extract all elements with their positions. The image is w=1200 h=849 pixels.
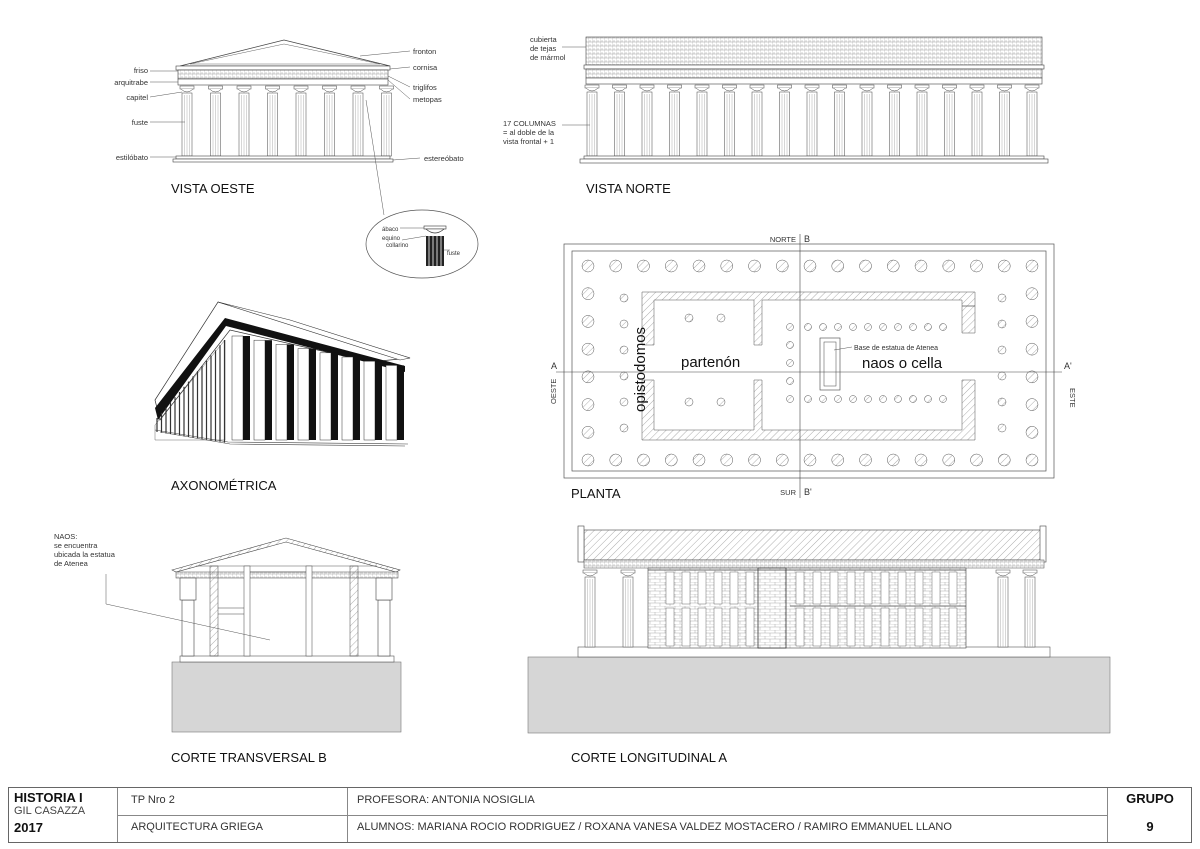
title-block bbox=[8, 787, 1192, 843]
upper-colonnade-column bbox=[730, 572, 738, 604]
column-echinus bbox=[1024, 573, 1036, 576]
plan-column bbox=[776, 454, 788, 466]
column-abacus bbox=[323, 86, 337, 89]
column-echinus bbox=[834, 88, 846, 91]
column-echinus bbox=[324, 89, 336, 92]
label-de-tejas: de tejas bbox=[530, 44, 557, 53]
upper-colonnade-column bbox=[898, 572, 906, 604]
plan-column bbox=[638, 454, 650, 466]
plan-column bbox=[693, 260, 705, 272]
column-abacus bbox=[833, 85, 847, 88]
column-abacus bbox=[805, 85, 819, 88]
naos-column bbox=[787, 342, 794, 349]
naos-column bbox=[865, 324, 872, 331]
column-abacus bbox=[351, 86, 365, 89]
naos-column bbox=[880, 324, 887, 331]
naos-column bbox=[910, 324, 917, 331]
plan-column bbox=[887, 260, 899, 272]
lower-colonnade-column bbox=[881, 608, 889, 646]
column-echinus bbox=[352, 89, 364, 92]
label-17-columnas: 17 COLUMNAS bbox=[503, 119, 556, 128]
column-echinus bbox=[997, 573, 1009, 576]
axo-column bbox=[254, 340, 265, 440]
column-abacus bbox=[750, 85, 764, 88]
label-cubierta: cubierta bbox=[530, 35, 557, 44]
column-echinus bbox=[971, 88, 983, 91]
label-estereobato: estereóbato bbox=[424, 154, 464, 163]
column-echinus bbox=[999, 88, 1011, 91]
longitudinal-section bbox=[528, 526, 1110, 765]
column-abacus bbox=[998, 85, 1012, 88]
plan-column bbox=[665, 260, 677, 272]
column-echinus bbox=[696, 88, 708, 91]
naos-column bbox=[940, 324, 947, 331]
plan-column bbox=[915, 454, 927, 466]
upper-colonnade-column bbox=[932, 572, 940, 604]
column-abacus bbox=[583, 570, 597, 573]
plan-column bbox=[776, 260, 788, 272]
plan-column bbox=[582, 371, 594, 383]
note-atenea: de Atenea bbox=[54, 559, 88, 568]
lower-colonnade-column bbox=[714, 608, 722, 646]
naos-column bbox=[925, 324, 932, 331]
label-arquitrabe: arquitrabe bbox=[114, 78, 148, 87]
plan-column bbox=[721, 260, 733, 272]
naos-column bbox=[895, 324, 902, 331]
label-triglifos: triglifos bbox=[413, 83, 437, 92]
plan-column bbox=[971, 454, 983, 466]
plan-column bbox=[1026, 343, 1038, 355]
plan-column bbox=[1026, 260, 1038, 272]
column-abacus bbox=[860, 85, 874, 88]
column-abacus bbox=[778, 85, 792, 88]
axo-column bbox=[276, 344, 287, 440]
upper-colonnade-column bbox=[813, 572, 821, 604]
upper-colonnade-column bbox=[881, 572, 889, 604]
upper-colonnade-column bbox=[666, 572, 674, 604]
column-echinus bbox=[614, 88, 626, 91]
column-abacus bbox=[613, 85, 627, 88]
upper-colonnade-column bbox=[682, 572, 690, 604]
column-abacus bbox=[180, 86, 194, 89]
opisthodomos-column bbox=[685, 314, 693, 322]
column-echinus bbox=[641, 88, 653, 91]
label-collarino: collarino bbox=[386, 243, 409, 249]
column-echinus bbox=[622, 573, 634, 576]
year: 2017 bbox=[14, 820, 43, 835]
plan-column bbox=[582, 288, 594, 300]
naos-column bbox=[835, 396, 842, 403]
plan-column bbox=[943, 260, 955, 272]
label-b: B bbox=[804, 234, 811, 244]
axo-column bbox=[364, 361, 375, 440]
naos-column bbox=[787, 324, 794, 331]
label-doble: = al doble de la bbox=[503, 128, 555, 137]
axo-column-shadow bbox=[397, 365, 404, 440]
naos-column bbox=[850, 396, 857, 403]
note-se-encuentra: se encuentra bbox=[54, 541, 98, 550]
column-echinus bbox=[669, 88, 681, 91]
label-equino: equino bbox=[382, 236, 401, 242]
professor: PROFESORA: ANTONIA NOSIGLIA bbox=[357, 794, 535, 806]
label-de-marmol: de mármol bbox=[530, 53, 566, 62]
column-echinus bbox=[779, 88, 791, 91]
plan-column bbox=[832, 260, 844, 272]
plan-column bbox=[1026, 399, 1038, 411]
course-name: HISTORIA I bbox=[14, 790, 83, 805]
label-base-estatua: Base de estatua de Atenea bbox=[854, 345, 939, 352]
chair-name: GIL CASAZZA bbox=[14, 805, 86, 817]
north-elevation bbox=[580, 37, 1048, 163]
title-vista-oeste: VISTA OESTE bbox=[171, 181, 255, 196]
plan-column bbox=[582, 260, 594, 272]
column-abacus bbox=[996, 570, 1010, 573]
column-echinus bbox=[724, 88, 736, 91]
note-naos: NAOS: bbox=[54, 532, 78, 541]
plan-column bbox=[804, 260, 816, 272]
label-opistodomos: opistodomos bbox=[632, 326, 649, 412]
plan-column bbox=[1026, 371, 1038, 383]
naos-column bbox=[835, 324, 842, 331]
label-naos: naos o cella bbox=[862, 355, 943, 372]
column-echinus bbox=[267, 89, 279, 92]
label-fuste: fuste bbox=[131, 118, 148, 127]
column-echinus bbox=[889, 88, 901, 91]
upper-colonnade-column bbox=[746, 572, 754, 604]
upper-colonnade-column bbox=[714, 572, 722, 604]
label-vista-frontal: vista frontal + 1 bbox=[503, 137, 555, 146]
label-fronton: fronton bbox=[413, 47, 437, 56]
axo-column bbox=[320, 353, 331, 440]
column-abacus bbox=[1023, 570, 1037, 573]
column-echinus bbox=[1026, 88, 1038, 91]
plan-column bbox=[582, 454, 594, 466]
lower-colonnade-column bbox=[666, 608, 674, 646]
title-corte-transversal: CORTE TRANSVERSAL B bbox=[171, 750, 327, 765]
topic: ARQUITECTURA GRIEGA bbox=[131, 821, 264, 833]
column-abacus bbox=[294, 86, 308, 89]
plan-column bbox=[804, 454, 816, 466]
plan-pronaos-column bbox=[998, 346, 1006, 354]
plan-column bbox=[610, 260, 622, 272]
axo-column bbox=[386, 365, 397, 440]
naos-column bbox=[805, 396, 812, 403]
label-estilobato: estilóbato bbox=[115, 153, 148, 162]
column-echinus bbox=[586, 88, 598, 91]
naos-column bbox=[940, 396, 947, 403]
column-abacus bbox=[668, 85, 682, 88]
lower-colonnade-column bbox=[898, 608, 906, 646]
naos-column bbox=[787, 360, 794, 367]
plan-column bbox=[693, 454, 705, 466]
upper-colonnade-column bbox=[796, 572, 804, 604]
axo-column bbox=[298, 349, 309, 440]
naos-column bbox=[895, 396, 902, 403]
column-echinus bbox=[916, 88, 928, 91]
lower-colonnade-column bbox=[847, 608, 855, 646]
note-ubicada: ubicada la estatua bbox=[54, 550, 115, 559]
naos-column bbox=[820, 324, 827, 331]
title-axonometrica: AXONOMÉTRICA bbox=[171, 478, 277, 493]
lower-colonnade-column bbox=[682, 608, 690, 646]
column-echinus bbox=[381, 89, 393, 92]
column-abacus bbox=[585, 85, 599, 88]
capital-detail bbox=[366, 210, 478, 278]
label-metopas: metopas bbox=[413, 95, 442, 104]
plan-column bbox=[582, 426, 594, 438]
upper-colonnade-column bbox=[847, 572, 855, 604]
lower-colonnade-column bbox=[746, 608, 754, 646]
plan-pronaos-column bbox=[998, 372, 1006, 380]
plan-pronaos-column bbox=[620, 294, 628, 302]
label-fuste-detail: fuste bbox=[447, 251, 461, 257]
plan-column bbox=[860, 260, 872, 272]
plan-column bbox=[582, 343, 594, 355]
plan-column bbox=[971, 260, 983, 272]
title-corte-longitudinal: CORTE LONGITUDINAL A bbox=[571, 750, 728, 765]
label-partenon: partenón bbox=[681, 354, 741, 371]
column-abacus bbox=[621, 570, 635, 573]
column-abacus bbox=[237, 86, 251, 89]
column-echinus bbox=[584, 573, 596, 576]
lower-colonnade-column bbox=[730, 608, 738, 646]
column-echinus bbox=[944, 88, 956, 91]
column-echinus bbox=[181, 89, 193, 92]
label-oeste: OESTE bbox=[549, 378, 558, 404]
plan-column bbox=[860, 454, 872, 466]
plan-column bbox=[665, 454, 677, 466]
column-echinus bbox=[861, 88, 873, 91]
column-echinus bbox=[806, 88, 818, 91]
plan-column bbox=[582, 315, 594, 327]
upper-colonnade-column bbox=[830, 572, 838, 604]
label-sur: SUR bbox=[780, 488, 796, 497]
upper-colonnade-column bbox=[949, 572, 957, 604]
column-abacus bbox=[266, 86, 280, 89]
column-abacus bbox=[915, 85, 929, 88]
naos-column bbox=[865, 396, 872, 403]
floor-plan bbox=[549, 234, 1077, 501]
group-label: GRUPO bbox=[1126, 791, 1174, 806]
plan-column bbox=[915, 260, 927, 272]
axo-column-shadow bbox=[287, 344, 294, 440]
column-abacus bbox=[888, 85, 902, 88]
naos-column bbox=[805, 324, 812, 331]
plan-pronaos-column bbox=[620, 398, 628, 406]
label-abaco: ábaco bbox=[382, 227, 399, 233]
lower-colonnade-column bbox=[932, 608, 940, 646]
plan-column bbox=[1026, 426, 1038, 438]
lower-colonnade-column bbox=[813, 608, 821, 646]
axo-column-shadow bbox=[353, 357, 360, 440]
opisthodomos-column bbox=[685, 398, 693, 406]
title-vista-norte: VISTA NORTE bbox=[586, 181, 671, 196]
plan-pronaos-column bbox=[998, 398, 1006, 406]
west-elevation bbox=[173, 40, 394, 162]
lower-colonnade-column bbox=[949, 608, 957, 646]
plan-column bbox=[1026, 315, 1038, 327]
lower-colonnade-column bbox=[796, 608, 804, 646]
plan-column bbox=[582, 399, 594, 411]
column-abacus bbox=[640, 85, 654, 88]
lower-colonnade-column bbox=[915, 608, 923, 646]
naos-column bbox=[880, 396, 887, 403]
group-number: 9 bbox=[1146, 819, 1154, 834]
naos-column bbox=[910, 396, 917, 403]
column-echinus bbox=[751, 88, 763, 91]
axo-column-shadow bbox=[331, 353, 338, 440]
plan-pronaos-column bbox=[620, 320, 628, 328]
plan-pronaos-column bbox=[998, 320, 1006, 328]
label-norte: NORTE bbox=[769, 235, 796, 244]
plan-column bbox=[638, 260, 650, 272]
column-abacus bbox=[209, 86, 223, 89]
column-abacus bbox=[380, 86, 394, 89]
plan-column bbox=[1026, 288, 1038, 300]
plan-column bbox=[610, 454, 622, 466]
transverse-section bbox=[54, 532, 401, 765]
column-echinus bbox=[238, 89, 250, 92]
students: ALUMNOS: MARIANA ROCIO RODRIGUEZ / ROXANA VANESA VALDEZ MOSTACERO / RAMIRO EMMANUEL LLANO bbox=[357, 821, 952, 833]
upper-colonnade-column bbox=[915, 572, 923, 604]
plan-pronaos-column bbox=[998, 424, 1006, 432]
plan-column bbox=[943, 454, 955, 466]
plan-pronaos-column bbox=[620, 346, 628, 354]
axo-column bbox=[342, 357, 353, 440]
label-capitel: capitel bbox=[126, 93, 148, 102]
lower-colonnade-column bbox=[864, 608, 872, 646]
axo-column-shadow bbox=[375, 361, 382, 440]
plan-column bbox=[1026, 454, 1038, 466]
naos-column bbox=[820, 396, 827, 403]
upper-colonnade-column bbox=[864, 572, 872, 604]
axonometric-view bbox=[155, 302, 410, 493]
plan-column bbox=[749, 260, 761, 272]
plan-column bbox=[887, 454, 899, 466]
axo-column-shadow bbox=[309, 349, 316, 440]
opisthodomos-column bbox=[717, 398, 725, 406]
label-a: A bbox=[551, 361, 558, 371]
naos-column bbox=[787, 378, 794, 385]
plan-column bbox=[749, 454, 761, 466]
upper-colonnade-column bbox=[698, 572, 706, 604]
column-abacus bbox=[943, 85, 957, 88]
lower-colonnade-column bbox=[830, 608, 838, 646]
plan-column bbox=[998, 260, 1010, 272]
title-planta: PLANTA bbox=[571, 486, 621, 501]
naos-column bbox=[850, 324, 857, 331]
column-echinus bbox=[295, 89, 307, 92]
column-abacus bbox=[970, 85, 984, 88]
label-este: ESTE bbox=[1068, 388, 1077, 408]
column-echinus bbox=[210, 89, 222, 92]
axo-column-shadow bbox=[243, 336, 250, 440]
column-abacus bbox=[723, 85, 737, 88]
naos-column bbox=[787, 396, 794, 403]
column-abacus bbox=[1025, 85, 1039, 88]
lower-colonnade-column bbox=[698, 608, 706, 646]
plan-pronaos-column bbox=[620, 424, 628, 432]
axo-column-shadow bbox=[265, 340, 272, 440]
label-a-prime: A' bbox=[1064, 361, 1072, 371]
label-b-prime: B' bbox=[804, 487, 812, 497]
plan-column bbox=[721, 454, 733, 466]
column-abacus bbox=[695, 85, 709, 88]
opisthodomos-column bbox=[717, 314, 725, 322]
plan-column bbox=[998, 454, 1010, 466]
label-friso: friso bbox=[133, 66, 148, 75]
plan-column bbox=[832, 454, 844, 466]
tp-number: TP Nro 2 bbox=[131, 794, 175, 806]
plan-pronaos-column bbox=[998, 294, 1006, 302]
plan-pronaos-column bbox=[620, 372, 628, 380]
naos-column bbox=[925, 396, 932, 403]
label-cornisa: cornisa bbox=[413, 63, 438, 72]
axo-column bbox=[232, 336, 243, 440]
